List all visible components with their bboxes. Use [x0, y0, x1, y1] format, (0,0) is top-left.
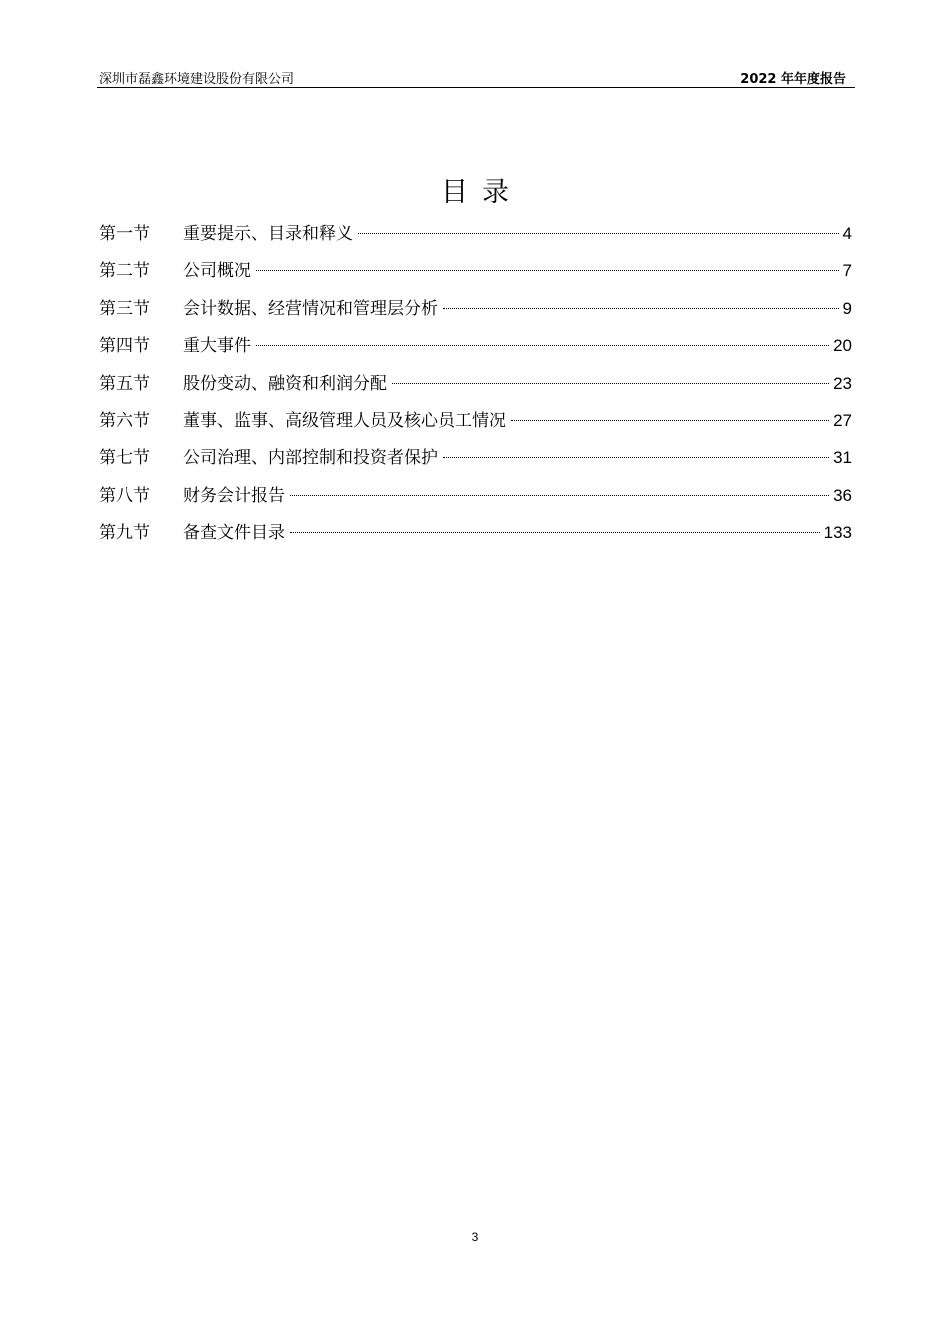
toc-dot-leader	[443, 308, 839, 309]
toc-entry[interactable]	[99, 368, 852, 405]
toc-dot-leader	[511, 420, 829, 421]
toc-page-number: 7	[842, 261, 852, 281]
toc-entry-label: 股份变动、融资和利润分配	[183, 373, 387, 394]
toc-entry[interactable]	[99, 255, 852, 292]
toc-section-number: 第七节	[99, 448, 150, 469]
toc-entry-label: 公司概况	[183, 261, 251, 282]
toc-entry-label: 董事、监事、高级管理人员及核心员工情况	[183, 410, 506, 431]
toc-entry[interactable]	[99, 480, 852, 517]
page-header	[97, 67, 855, 88]
toc-page-number: 27	[833, 410, 852, 430]
toc-dot-leader	[443, 457, 829, 458]
toc-page-number: 23	[833, 373, 852, 393]
toc-dot-leader	[290, 532, 820, 533]
toc-dot-leader	[256, 270, 839, 271]
toc-entry-label: 重大事件	[183, 336, 251, 357]
toc-dot-leader	[392, 383, 829, 384]
toc-entry-label: 重要提示、目录和释义	[183, 224, 353, 244]
toc-entry[interactable]	[99, 218, 852, 255]
toc-entry-label: 公司治理、内部控制和投资者保护	[183, 448, 438, 469]
toc-page-number: 31	[833, 448, 852, 468]
report-title: 2022 年年度报告	[740, 72, 846, 87]
toc-page-number: 20	[833, 336, 852, 356]
toc-page-number: 4	[842, 224, 852, 243]
toc-section-number: 第三节	[99, 298, 150, 319]
toc-dot-leader	[358, 233, 839, 234]
toc-section-number: 第四节	[99, 336, 150, 357]
toc-dot-leader	[256, 345, 829, 346]
toc-page-number: 9	[842, 298, 852, 318]
toc-section-number: 第五节	[99, 373, 150, 394]
toc-entry-label: 会计数据、经营情况和管理层分析	[183, 298, 438, 319]
toc-entry-label: 备查文件目录	[183, 523, 285, 544]
toc-entry[interactable]	[99, 442, 852, 479]
toc-title: 目录	[441, 177, 523, 208]
toc-entry[interactable]	[99, 517, 852, 554]
company-name: 深圳市磊鑫环境建设股份有限公司	[99, 72, 295, 87]
toc-section-number: 第九节	[99, 523, 150, 544]
toc-dot-leader	[290, 495, 829, 496]
toc-section-number: 第六节	[99, 410, 150, 431]
toc-entry-label: 财务会计报告	[183, 485, 285, 506]
page-number: 3	[471, 1230, 479, 1244]
toc-page-number: 133	[823, 523, 852, 543]
toc-section-number: 第二节	[99, 261, 150, 282]
toc-section-number: 第八节	[99, 485, 150, 506]
table-of-contents	[99, 218, 852, 555]
toc-entry[interactable]	[99, 405, 852, 442]
toc-section-number: 第一节	[99, 224, 150, 244]
toc-entry[interactable]	[99, 330, 852, 367]
toc-page-number: 36	[833, 485, 852, 505]
toc-entry[interactable]	[99, 293, 852, 330]
